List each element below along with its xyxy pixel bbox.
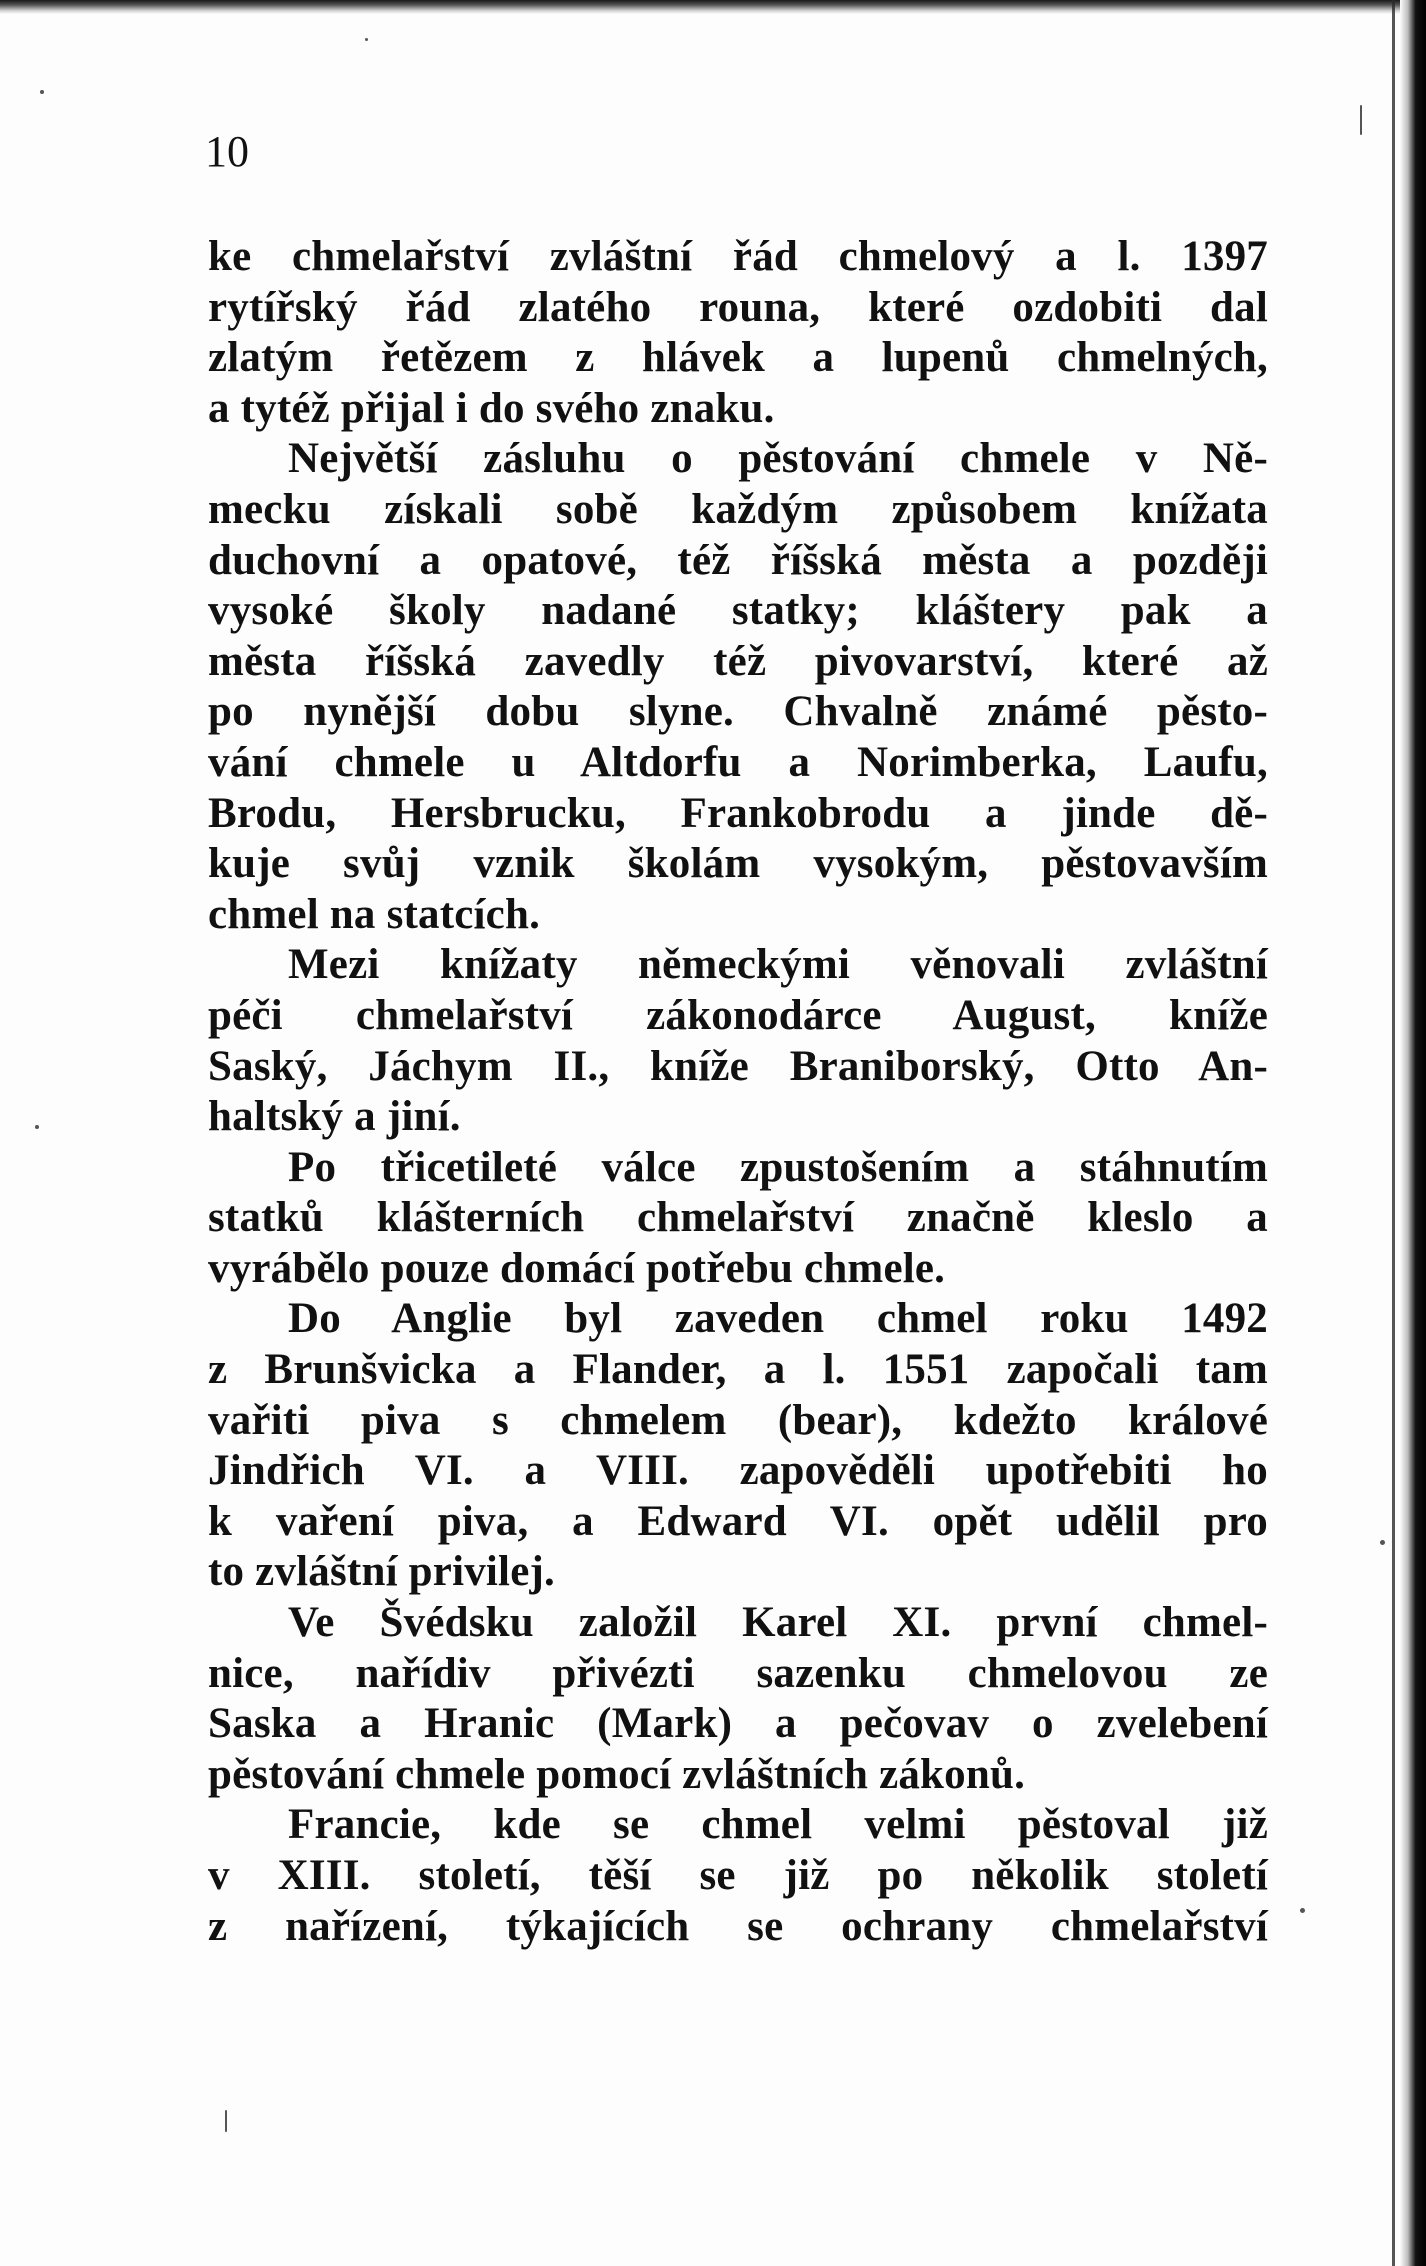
scan-speck <box>1360 105 1362 135</box>
body-text <box>208 232 1268 1952</box>
text-line: statků klášterních chmelařství značně kleslo a <box>208 1194 1268 1242</box>
text-line: Největší zásluhu o pěstování chmele v Ně- <box>288 435 1268 483</box>
text-line: vařiti piva s chmelem (bear), kdežto králové <box>208 1396 1268 1444</box>
scan-top-edge <box>0 0 1426 14</box>
text-line: Jindřich VI. a VIII. zapověděli upotřebiti ho <box>208 1447 1268 1495</box>
text-line: k vaření piva, a Edward VI. opět udělil pro <box>208 1497 1268 1545</box>
text-line: Mezi knížaty německými věnovali zvláštní <box>288 941 1268 989</box>
text-line: Po třicetileté válce zpustošením a stáhnutím <box>288 1143 1268 1191</box>
text-line: a tytéž přijal i do svého znaku. <box>208 384 775 432</box>
scan-speck <box>40 90 44 94</box>
text-line: vání chmele u Altdorfu a Norimberka, Laufu, <box>208 738 1268 786</box>
text-line: rytířský řád zlatého rouna, které ozdobiti dal <box>208 283 1268 331</box>
text-line: kuje svůj vznik školám vysokým, pěstovavším <box>208 840 1268 888</box>
text-line: pěstování chmele pomocí zvláštních zákonů. <box>208 1750 1026 1798</box>
text-line: chmel na statcích. <box>208 890 541 938</box>
text-line: Saska a Hranic (Mark) a pečovav o zvelebení <box>208 1700 1268 1748</box>
scan-speck <box>365 38 368 41</box>
text-line: zlatým řetězem z hlávek a lupenů chmelných, <box>208 334 1268 382</box>
text-line: Francie, kde se chmel velmi pěstoval již <box>288 1801 1268 1849</box>
text-line: Brodu, Hersbrucku, Frankobrodu a jinde dě- <box>208 789 1268 837</box>
text-line: vysoké školy nadané statky; kláštery pak a <box>208 587 1268 635</box>
text-line: ke chmelařství zvláštní řád chmelový a l. 1397 <box>208 233 1268 280</box>
scan-right-edge <box>1400 0 1426 2266</box>
text-line: z nařízení, týkajících se ochrany chmelařství <box>208 1902 1268 1950</box>
text-line: nice, nařídiv přivézti sazenku chmelovou ze <box>208 1649 1268 1697</box>
scan-speck <box>35 1125 39 1129</box>
text-line: duchovní a opatové, též říšská města a později <box>208 536 1268 584</box>
text-line: Ve Švédsku založil Karel XI. první chmel- <box>288 1599 1268 1647</box>
text-line: péči chmelařství zákonodárce August, kníže <box>208 991 1268 1039</box>
scan-speck <box>225 2110 227 2132</box>
page-number: 10 <box>205 127 249 176</box>
text-line: města říšská zavedly též pivovarství, které až <box>208 637 1268 685</box>
text-line: to zvláštní privilej. <box>208 1548 555 1596</box>
scan-speck <box>1380 1540 1385 1545</box>
text-line: Saský, Jáchym II., kníže Braniborský, Otto An- <box>208 1042 1268 1090</box>
text-line: vyrábělo pouze domácí potřebu chmele. <box>208 1244 946 1292</box>
text-line: v XIII. století, těší se již po několik století <box>208 1852 1268 1899</box>
scan-speck <box>1300 1908 1305 1913</box>
text-line: haltský a jiní. <box>208 1093 461 1141</box>
text-line: z Brunšvicka a Flander, a l. 1551 započali tam <box>208 1346 1268 1394</box>
text-line: Do Anglie byl zaveden chmel roku 1492 <box>288 1295 1268 1343</box>
text-line: po nynější dobu slyne. Chvalně známé pěsto- <box>208 688 1268 736</box>
scan-right-line <box>1392 0 1395 2266</box>
text-line: mecku získali sobě každým způsobem knížata <box>208 485 1268 533</box>
